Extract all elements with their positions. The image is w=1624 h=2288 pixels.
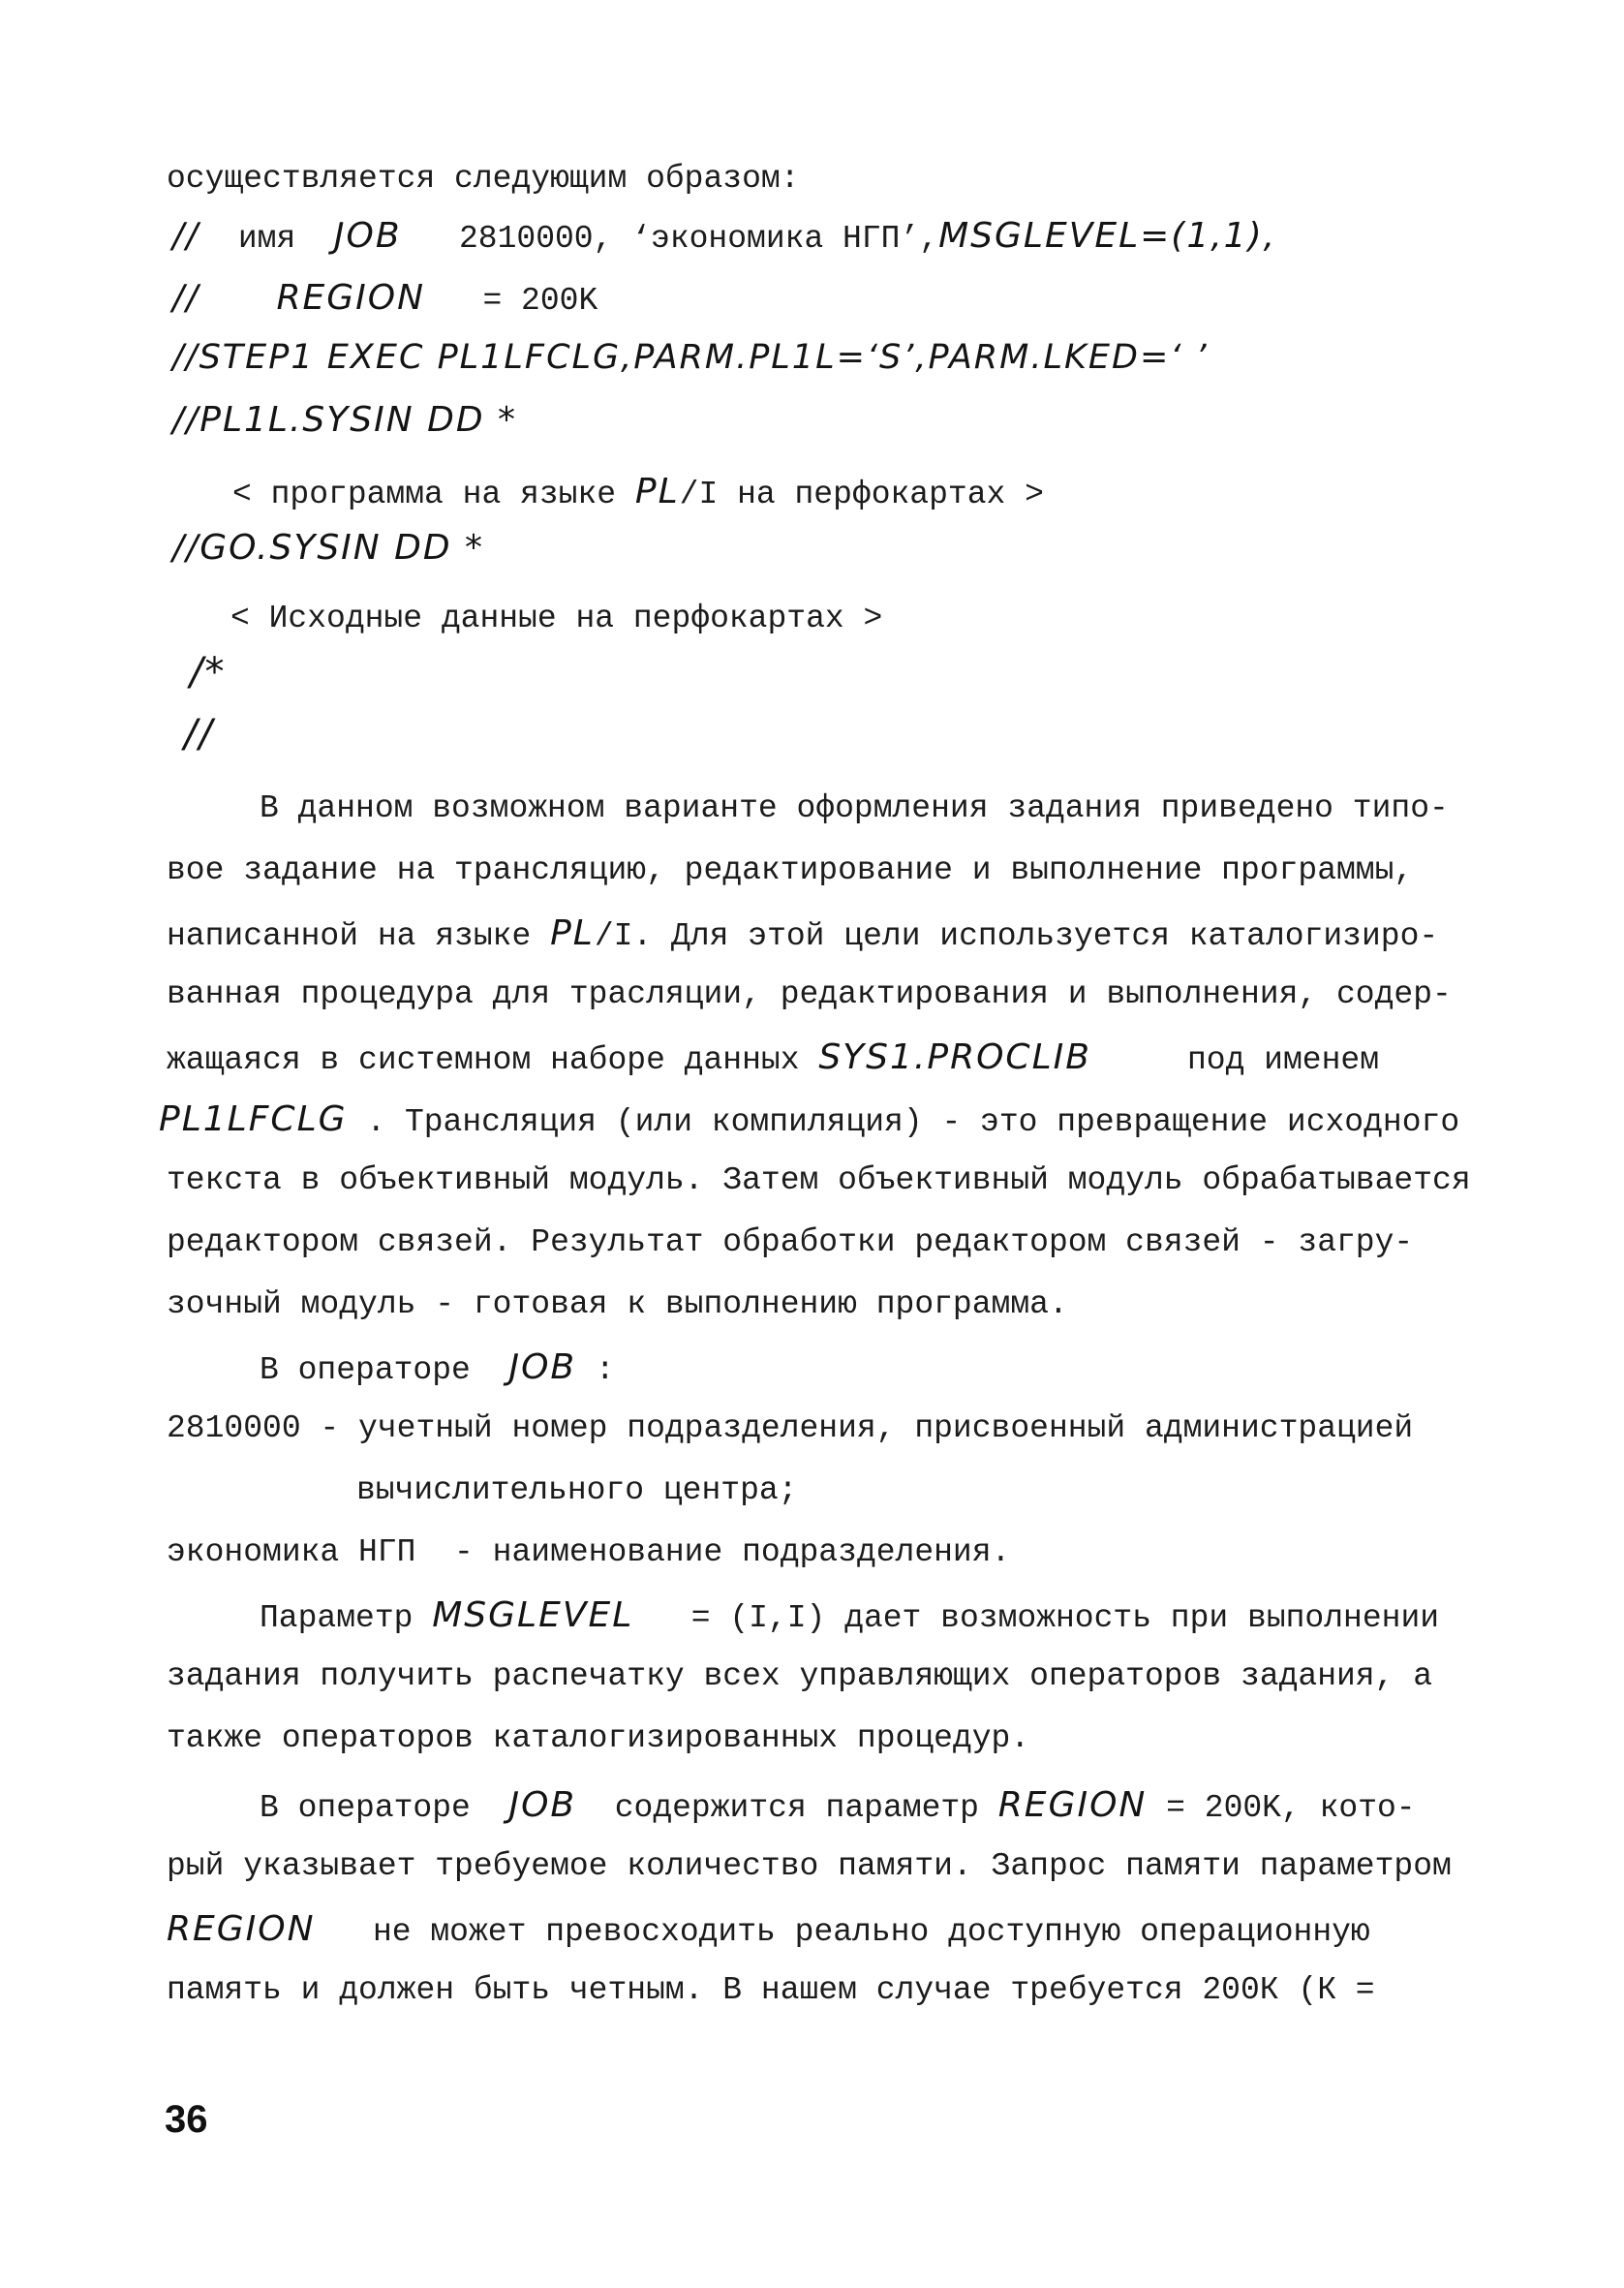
jcl-line-6: //GO.SYSIN DD * xyxy=(172,528,485,568)
msglevel-keyword: MSGLEVEL xyxy=(432,1595,634,1635)
p4-text: В операторе xyxy=(260,1790,471,1826)
p1-line-1: В данном возможном варианте оформления задания приведено типо- xyxy=(260,790,1449,826)
p1-line-3-text: написанной на языке xyxy=(167,918,532,954)
region-keyword: REGION xyxy=(167,1909,316,1949)
jcl-region-value: = 200K xyxy=(482,283,598,319)
jcl-line-2 xyxy=(172,278,598,319)
pl-language: PL xyxy=(634,472,680,511)
p3-rest: = (I,I) дает возможность при выполнении xyxy=(690,1600,1440,1636)
dataset-name: SYS1.PROCLIB xyxy=(818,1037,1091,1077)
jcl-line-8: /* xyxy=(190,650,227,695)
p2-text: В операторе xyxy=(260,1352,471,1388)
jcl-line-9: // xyxy=(184,712,214,757)
p1-line-3-rest: /I. Для этой цели используется каталогизиро- xyxy=(594,918,1439,954)
def-name-line: экономика НГП - наименование подразделения. xyxy=(167,1534,1011,1570)
jcl-line-3: //STEP1 EXEC PL1LFCLG,PARM.PL1L=‘S’,PARM.LKED=‘ ’ xyxy=(172,338,1209,377)
procedure-name: PL1LFCLG xyxy=(159,1099,348,1139)
p4-text-mid: содержится параметр xyxy=(614,1790,979,1826)
p4-line-1 xyxy=(260,1785,1416,1826)
p1-line-6 xyxy=(159,1099,1460,1140)
jcl-prefix: // xyxy=(172,278,200,318)
jcl-region-keyword: REGION xyxy=(276,278,426,318)
p1-line-9: зочный модуль - готовая к выполнению программа. xyxy=(167,1286,1068,1322)
p1-line-5-text: жащаяся в системном наборе данных xyxy=(167,1042,800,1078)
p1-line-4: ванная процедура для трасляции, редактирования и выполнения, содер- xyxy=(167,976,1452,1012)
page-number: 36 xyxy=(165,2098,208,2141)
p3-text: Параметр xyxy=(260,1600,414,1636)
p2-colon: : xyxy=(595,1352,615,1388)
jcl-account: 2810000, ‘экономика НГП’, xyxy=(458,221,939,257)
p1-line-6-rest: . Трансляция (или компиляция) - это превращение исходного xyxy=(366,1104,1460,1140)
p3-line-1 xyxy=(260,1595,1440,1636)
jcl-line-4: //PL1L.SYSIN DD * xyxy=(172,400,517,440)
p1-line-5-rest: под именем xyxy=(1186,1042,1380,1078)
p1-line-5 xyxy=(167,1037,1380,1078)
jcl-line-5 xyxy=(232,472,1044,512)
p4-rest: = 200K, кото- xyxy=(1166,1790,1416,1826)
jcl-prefix: // xyxy=(172,216,200,256)
p4-line-3 xyxy=(167,1909,1370,1950)
jcl-job-keyword: JOB xyxy=(333,216,402,256)
pl-language: PL xyxy=(550,913,595,953)
p4-line-3-rest: не может превосходить реально доступную операционную xyxy=(372,1914,1370,1950)
jcl-job-keyword: JOB xyxy=(508,1347,577,1387)
placeholder-open: < программа на языке xyxy=(232,477,617,512)
intro-text: осуществляется следующим образом: xyxy=(167,161,800,197)
p3-line-2: задания получить распечатку всех управляющих операторов задания, а xyxy=(167,1658,1433,1694)
p2-line xyxy=(260,1347,615,1388)
p1-line-7: текста в объективный модуль. Затем объективный модуль обрабатывается xyxy=(167,1162,1471,1198)
p1-line-3 xyxy=(167,913,1439,954)
region-keyword: REGION xyxy=(997,1785,1148,1825)
p4-line-4: память и должен быть четным. В нашем случае требуется 200К (К = xyxy=(167,1972,1375,2008)
p1-line-2: вое задание на трансляцию, редактирование и выполнение программы, xyxy=(167,852,1414,888)
jcl-name: имя xyxy=(237,221,296,257)
jcl-msglevel: MSGLEVEL=(1,1), xyxy=(938,216,1277,256)
p3-line-3: также операторов каталогизированных процедур. xyxy=(167,1720,1030,1756)
placeholder-close: /I на перфокартах > xyxy=(679,477,1044,512)
p4-line-2: рый указывает требуемое количество памяти. Запрос памяти параметром xyxy=(167,1848,1452,1884)
def-account-line-2: вычислительного центра; xyxy=(356,1472,798,1508)
jcl-job-keyword: JOB xyxy=(508,1785,577,1825)
jcl-line-7: < Исходные данные на перфокартах > xyxy=(230,601,883,636)
jcl-line-1 xyxy=(172,216,1277,257)
p1-line-8: редактором связей. Результат обработки редактором связей - загру- xyxy=(167,1224,1414,1260)
def-account-line-1: 2810000 - учетный номер подразделения, присвоенный администрацией xyxy=(167,1410,1414,1446)
